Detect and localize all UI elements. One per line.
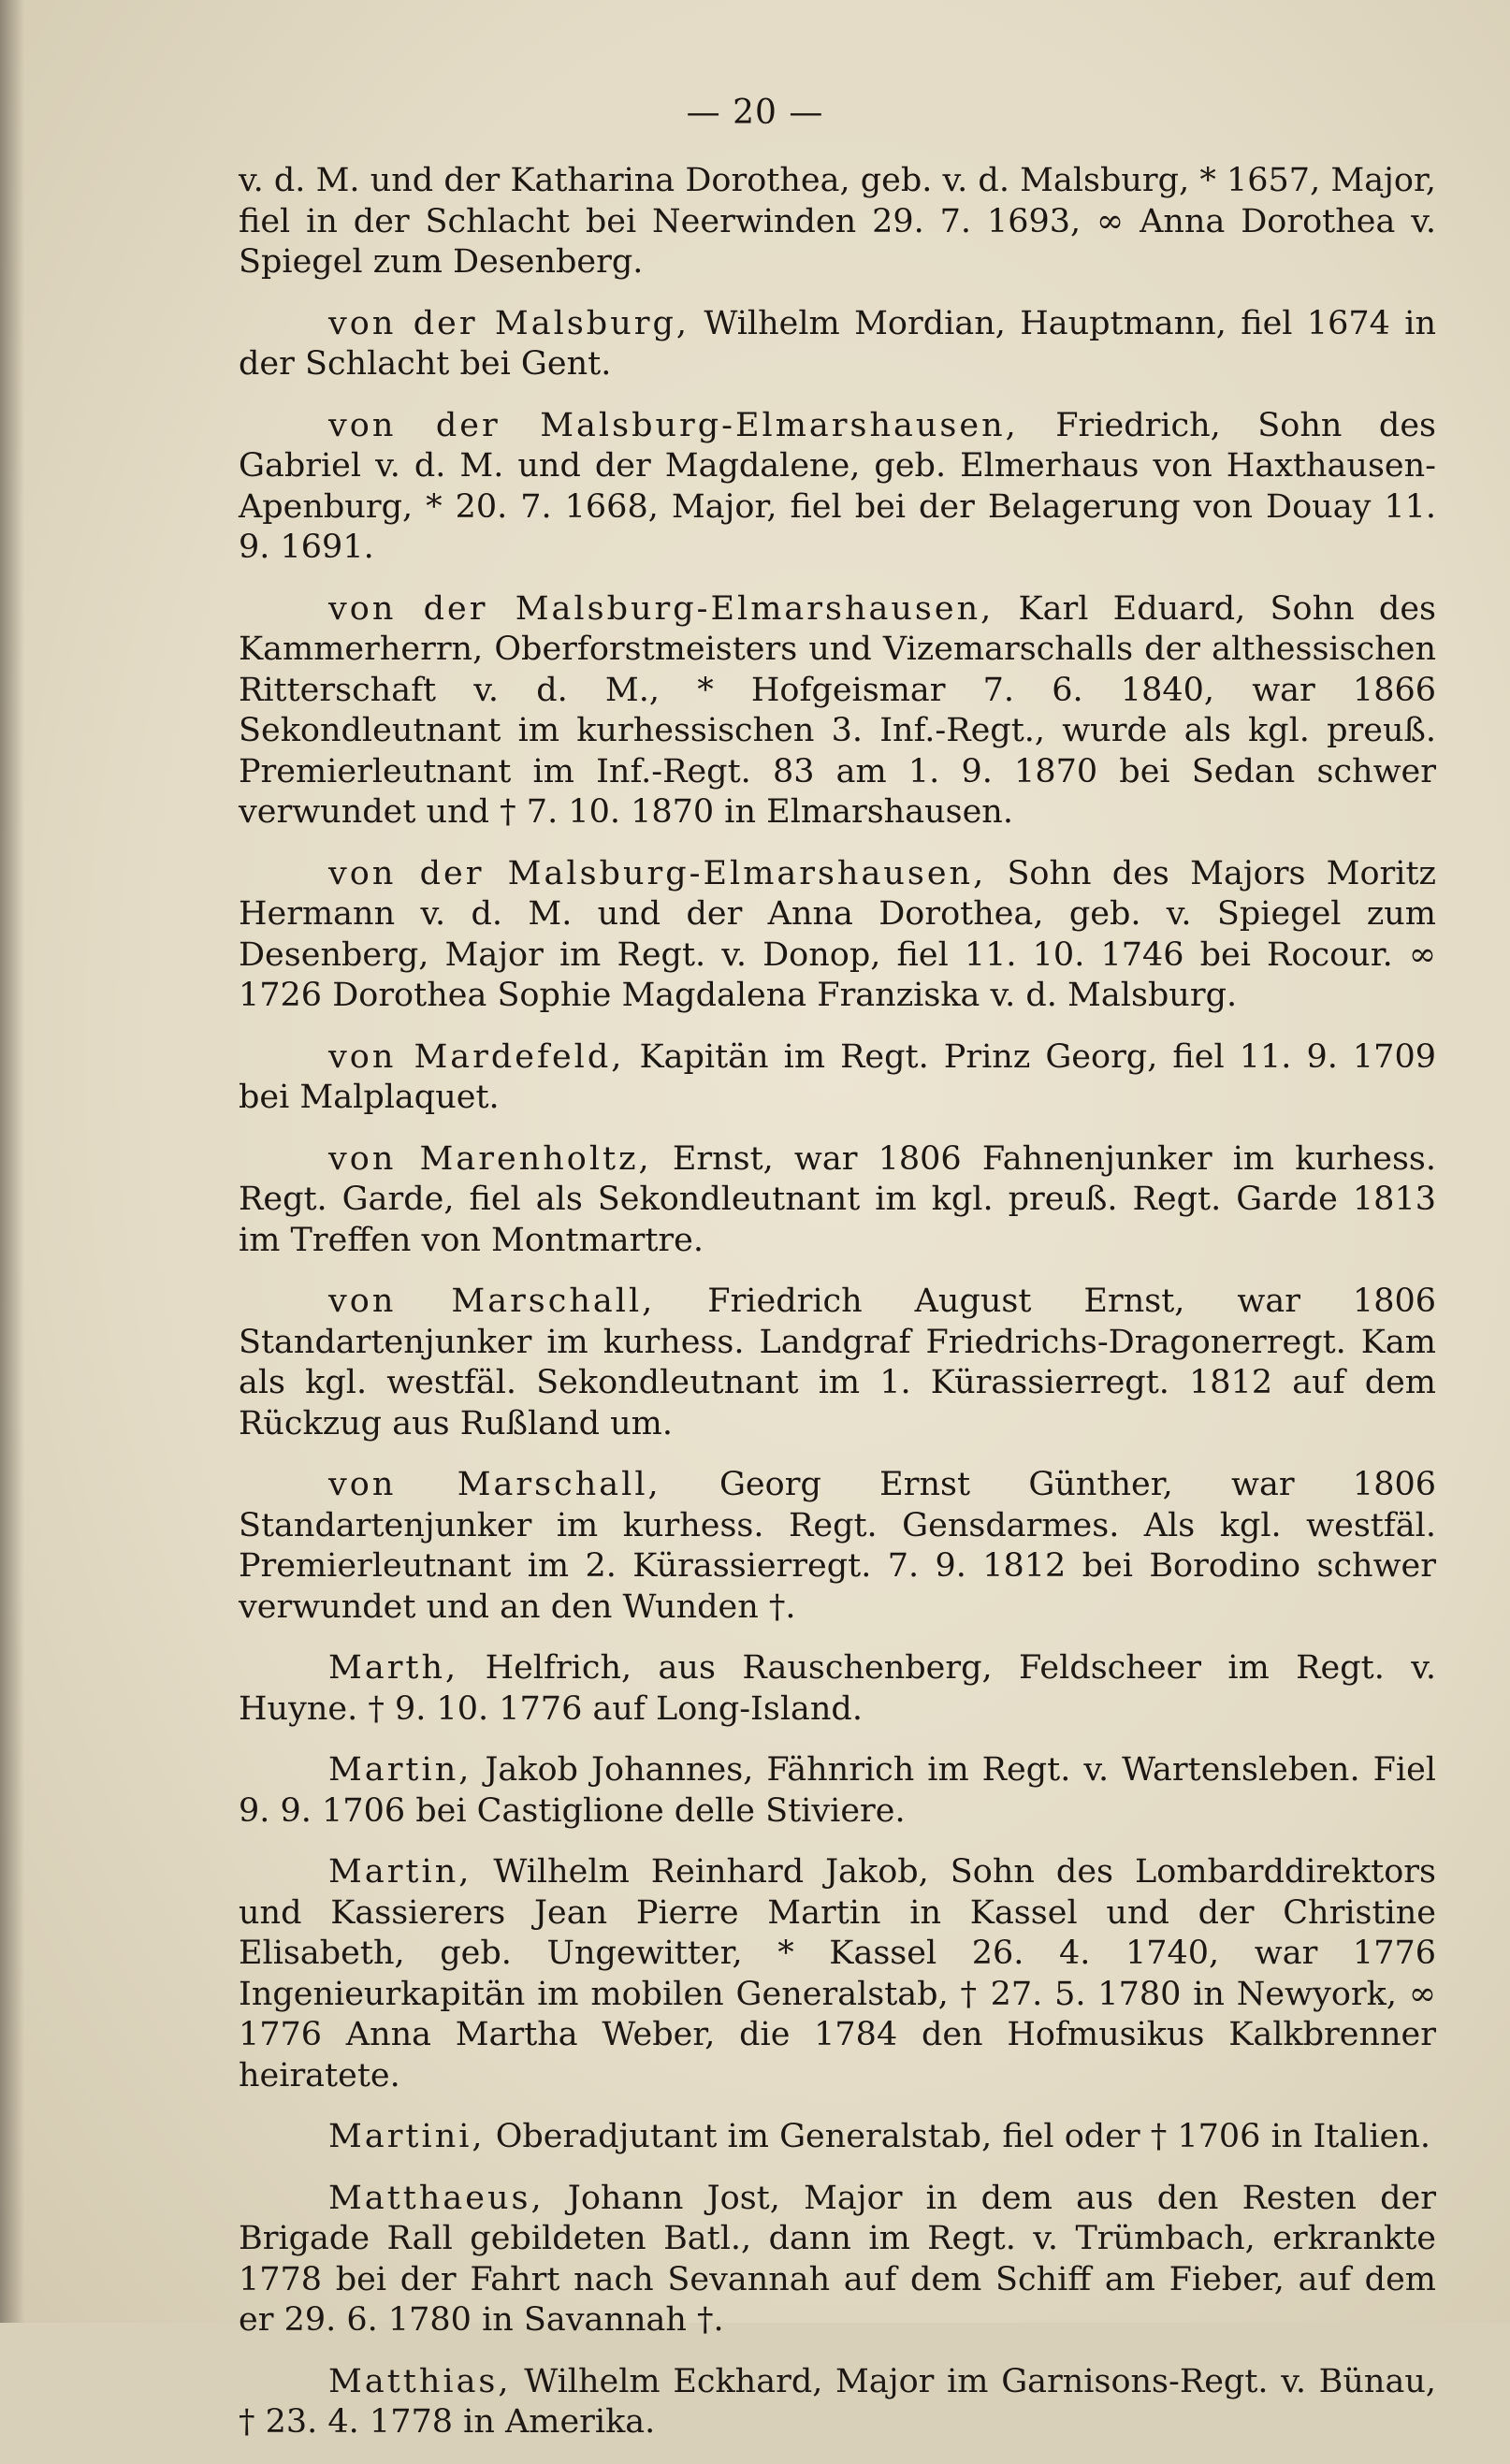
entry-name: von der Malsburg-Elmarshausen, bbox=[328, 406, 1019, 444]
entry-text: Ernst, war 1806 Fahnenjunker im kurhess. Regt. Garde, fiel als Sekondleutnant im kgl. preuß. Regt. Garde 1813 im Treffen von Montmartre. bbox=[239, 1139, 1437, 1259]
entry bbox=[239, 2179, 1436, 2341]
entry-name: Matthaeus, bbox=[328, 2179, 544, 2217]
entry-text: Friedrich, Sohn des Gabriel v. d. M. und der Magdalene, geb. Elmerhaus von Haxthausen-Apenburg, * 20. 7. 1668, Major, fiel bei der Belagerung von Douay 11. 9. 1691. bbox=[239, 406, 1436, 566]
entry bbox=[239, 589, 1436, 833]
entry-name: Martini, bbox=[328, 2118, 486, 2155]
entry bbox=[239, 304, 1436, 385]
entry-text: Friedrich August Ernst, war 1806 Standartenjunker im kurhess. Landgraf Friedrichs-Dragonerregt. Kam als kgl. westfäl. Sekondleutnant im 1. Kürassierregt. 1812 auf dem Rückzug aus Rußland um. bbox=[239, 1283, 1436, 1442]
entry-name: Martin, bbox=[328, 1853, 472, 1891]
entry-name: von der Malsburg-Elmarshausen, bbox=[328, 854, 987, 892]
entry-name: von Marenholtz, bbox=[328, 1139, 652, 1178]
entry-name: Marth, bbox=[328, 1649, 459, 1687]
entry-text: Kapitän im Regt. Prinz Georg, fiel 11. 9. 1709 bei Malplaquet. bbox=[239, 1037, 1436, 1116]
entry-text: Helfrich, aus Rauschenberg, Feldscheer im Regt. v. Huyne. † 9. 10. 1776 auf Long-Island. bbox=[239, 1649, 1436, 1728]
entry-text: Oberadjutant im Generalstab, fiel oder † 1706 in Italien. bbox=[485, 2118, 1430, 2155]
entry-text: Wilhelm Mordian, Hauptmann, fiel 1674 in der Schlacht bei Gent. bbox=[239, 304, 1436, 383]
entry-name: Matthias, bbox=[328, 2362, 512, 2400]
entry-text: Sohn des Majors Moritz Hermann v. d. M. und der Anna Dorothea, geb. v. Spiegel zum Desenberg, Major im Regt. v. Donop, fiel 11. 10. 1746 bei Rocour. ∞ 1726 Dorothea Sophie Magdalena Franziska v. d. Malsburg. bbox=[239, 854, 1436, 1014]
page-number: — 20 — bbox=[686, 94, 824, 132]
entry-name: von Marschall, bbox=[328, 1283, 656, 1320]
entry bbox=[239, 1465, 1436, 1628]
entry bbox=[239, 406, 1436, 569]
entry-name: von der Malsburg, bbox=[328, 304, 690, 342]
page-edge-shadow bbox=[0, 0, 24, 2323]
entry-continued bbox=[239, 161, 1436, 283]
entry bbox=[239, 854, 1436, 1017]
entry-text: Jakob Johannes, Fähnrich im Regt. v. Wartensleben. Fiel 9. 9. 1706 bei Castiglione delle Stiviere. bbox=[239, 1751, 1436, 1830]
entry bbox=[239, 1037, 1436, 1119]
entry-text: Johann Jost, Major in dem aus den Resten der Brigade Rall gebildeten Batl., dann im Regt. v. Trümbach, erkrankte 1778 bei der Fahrt nach Sevannah auf dem Schiff am Fieber, auf dem er 29. 6. 1780 in Savannah †. bbox=[239, 2179, 1436, 2339]
entry bbox=[239, 2117, 1436, 2158]
entry-name: Martin, bbox=[328, 1751, 472, 1789]
entry bbox=[239, 2362, 1436, 2443]
entry-text: Wilhelm Eckhard, Major im Garnisons-Regt. v. Bünau, † 23. 4. 1778 in Amerika. bbox=[239, 2362, 1436, 2441]
entry-name: von der Malsburg-Elmarshausen, bbox=[328, 589, 995, 628]
entry-text: Georg Ernst Günther, war 1806 Standartenjunker im kurhess. Regt. Gensdarmes. Als kgl. westfäl. Premierleutnant im 2. Kürassierregt. 7. 9. 1812 bei Borodino schwer verwundet und an den Wunden †. bbox=[239, 1466, 1436, 1626]
entry bbox=[239, 1852, 1436, 2096]
entry bbox=[239, 1282, 1436, 1444]
entry-name: von Marschall, bbox=[328, 1466, 661, 1503]
entry-text: Wilhelm Reinhard Jakob, Sohn des Lombarddirektors und Kassierers Jean Pierre Martin in Kassel und der Christine Elisabeth, geb. Ungewitter, * Kassel 26. 4. 1740, war 1776 Ingenieurkapitän im mobilen Generalstab, † 27. 5. 1780 in Newyork, ∞ 1776 Anna Martha Weber, die 1784 den Hofmusikus Kalkbrenner heiratete. bbox=[239, 1853, 1436, 2094]
entries-list bbox=[239, 161, 1436, 2464]
entry-name: von Mardefeld, bbox=[328, 1037, 625, 1076]
entry bbox=[239, 1648, 1436, 1730]
entry-text: Karl Eduard, Sohn des Kammerherrn, Oberforstmeisters und Vizemarschalls der althessischen Ritterschaft v. d. M., * Hofgeismar 7. 6. 1840, war 1866 Sekondleutnant im kurhessischen 3. Inf.-Regt., wurde als kgl. preuß. Premierleutnant im Inf.-Regt. 83 am 1. 9. 1870 bei Sedan schwer verwundet und † 7. 10. 1870 in Elmarshausen. bbox=[239, 589, 1436, 831]
entry bbox=[239, 1139, 1436, 1262]
entry-text: v. d. M. und der Katharina Dorothea, geb. v. d. Malsburg, * 1657, Major, fiel in der Schlacht bei Neerwinden 29. 7. 1693, ∞ Anna Dorothea v. Spiegel zum Desenberg. bbox=[239, 162, 1436, 281]
entry bbox=[239, 1750, 1436, 1832]
